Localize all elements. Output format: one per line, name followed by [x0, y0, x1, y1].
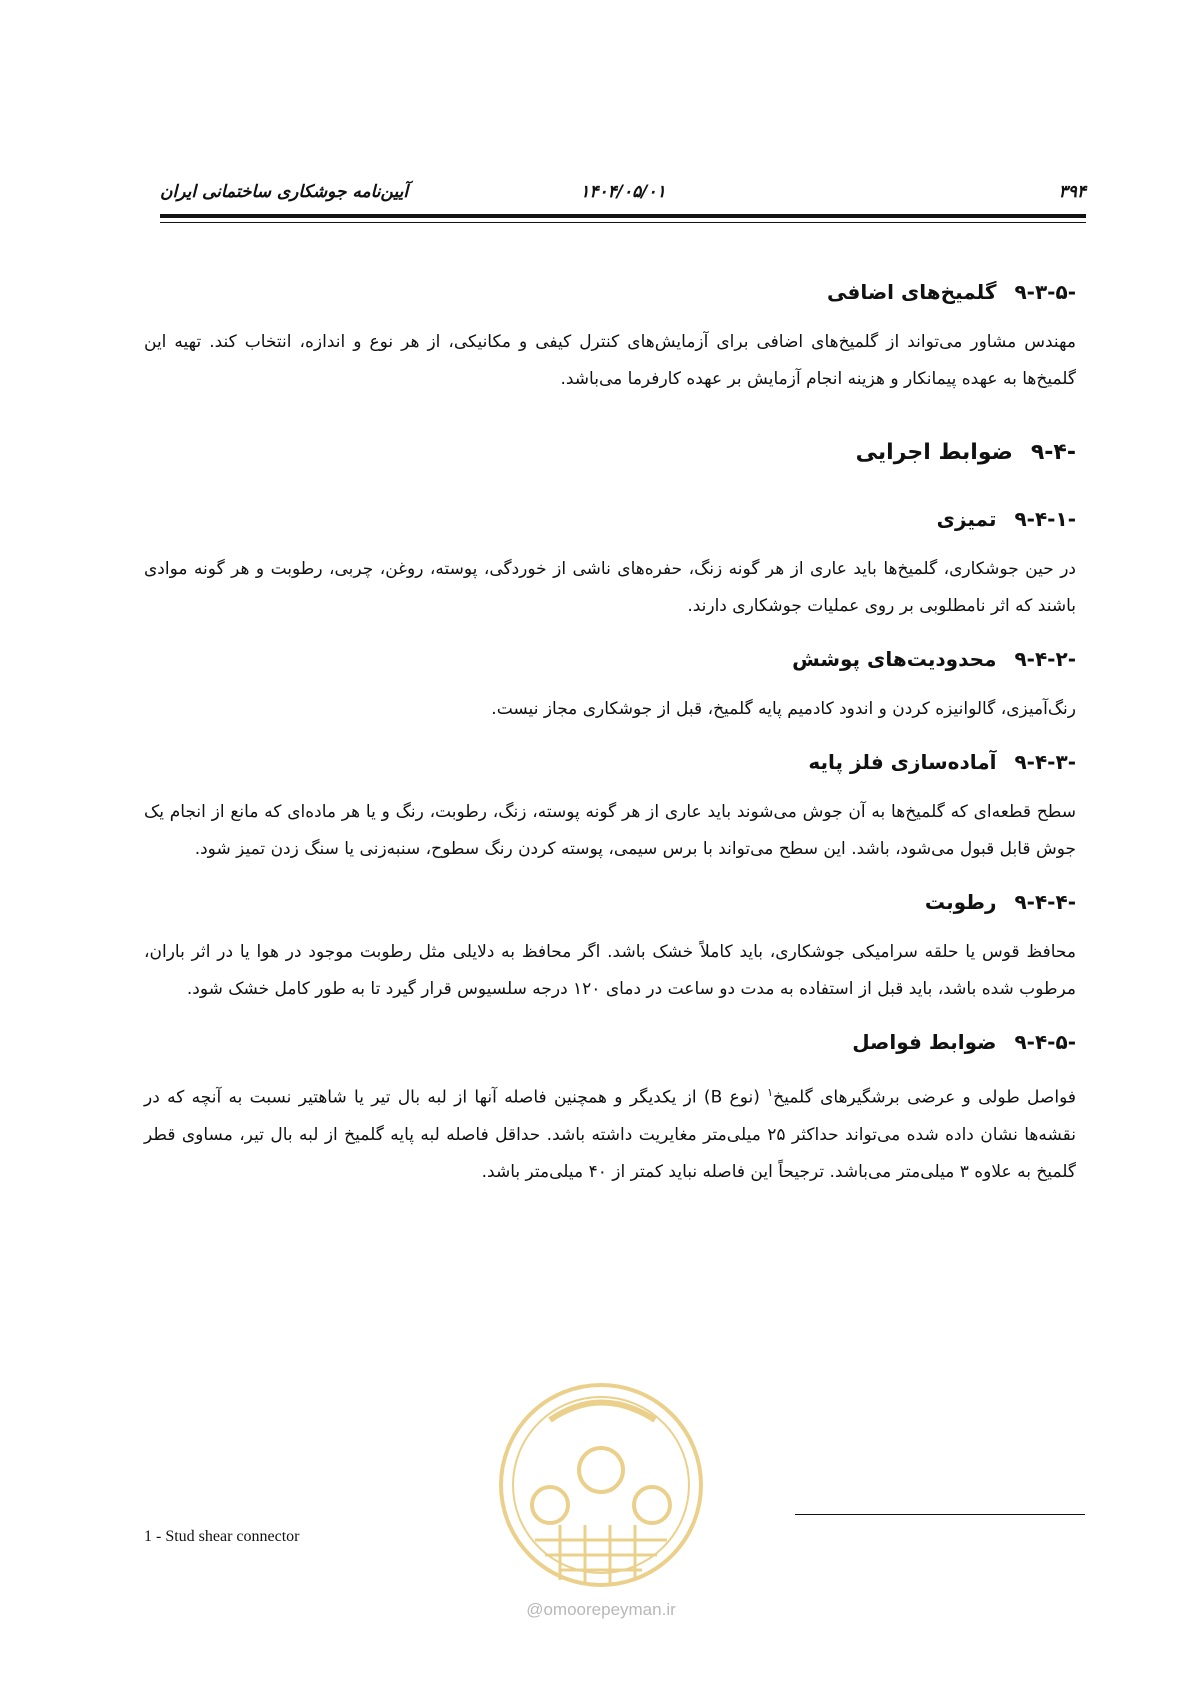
section-number: ۹-۴- [1030, 440, 1076, 465]
section-number: ۹-۴-۴- [1014, 890, 1076, 914]
section-number: ۹-۳-۵- [1014, 280, 1076, 304]
chapter-heading [144, 440, 1076, 465]
section-number: ۹-۴-۱- [1014, 507, 1076, 531]
section-title: ضوابط اجرایی [855, 440, 1013, 465]
section-heading [144, 750, 1076, 774]
section-title: گلمیخ‌های اضافی [826, 280, 997, 304]
section-number: ۹-۴-۵- [1014, 1030, 1076, 1054]
header-rule-thin [160, 222, 1086, 223]
paragraph: سطح قطعه‌ای که گلمیخ‌ها به آن جوش می‌شوند باید عاری از هر گونه پوسته، زنگ، رطوبت، رنگ و یا هر ماده‌ای که مانع از انجام یک جوش قابل قبول می‌شود، باشد. این سطح می‌تواند با برس سیمی، پوسته کردن رنگ سطوح، سنبه‌زنی یا سنگ زدن تمیز شود. [144, 802, 1076, 859]
footnote-reference[interactable]: ۱ [767, 1086, 774, 1099]
paragraph: رنگ‌آمیزی، گالوانیزه کردن و اندود کادمیم پایه گلمیخ، قبل از جوشکاری مجاز نیست. [491, 699, 1076, 719]
section-heading [144, 647, 1076, 671]
header-date: ۱۴۰۴/۰۵/۰۱ [580, 182, 666, 202]
section-heading [144, 1030, 1076, 1054]
section-heading [144, 280, 1076, 304]
section-heading [144, 890, 1076, 914]
page-header [160, 182, 1086, 208]
section-title: محدودیت‌های پوشش [792, 647, 997, 671]
footnote: 1 - Stud shear connector [144, 1528, 300, 1545]
paragraph-text: فواصل طولی و عرضی برشگیرهای گلمیخ [773, 1087, 1076, 1108]
page-number: ۳۹۴ [1058, 182, 1086, 202]
paragraph-text: (نوع B) از یکدیگر و همچنین فاصله آنها از لبه بال تیر یا شاهتیر نسبت به آنچه که در نقشه‌ها نشان داده شده می‌تواند حداکثر ۲۵ میلی‌متر مغایریت داشته باشد. حداقل فاصله لبه پایه گلمیخ از لبه بال تیر، مساوی قطر گلمیخ به علاوه ۳ میلی‌متر می‌باشد. ترجیحاً این فاصله نباید کمتر از ۴۰ میلی‌متر باشد. [144, 1087, 1077, 1182]
paragraph: محافظ قوس یا حلقه سرامیکی جوشکاری، باید کاملاً خشک باشد. اگر محافظ به دلایلی مثل رطوبت موجود در هوا یا در اثر باران، مرطوب شده باشد، باید قبل از استفاده به مدت دو ساعت در دمای ۱۲۰ درجه سلسیوس قرار گیرد تا به طور کامل خشک شود. [144, 942, 1076, 999]
header-rule [160, 214, 1086, 218]
footnote-rule [795, 1514, 1085, 1515]
section-number: ۹-۴-۲- [1014, 647, 1076, 671]
section-number: ۹-۴-۳- [1014, 750, 1076, 774]
section-title: رطوبت [924, 890, 997, 914]
paragraph: مهندس مشاور می‌تواند از گلمیخ‌های اضافی برای آزمایش‌های کنترل کیفی و مکانیکی، از هر نوع و اندازه، انتخاب کند. تهیه این گلمیخ‌ها به عهده پیمانکار و هزینه انجام آزمایش بر عهده کارفرما می‌باشد. [144, 332, 1076, 389]
watermark-seal [490, 1365, 712, 1605]
header-title: آیین‌نامه جوشکاری ساختمانی ایران [160, 182, 409, 202]
section-title: آماده‌سازی فلز پایه [808, 750, 997, 774]
paragraph [144, 1074, 1076, 1191]
section-title: تمیزی [936, 507, 997, 531]
page-content [144, 280, 1076, 1191]
section-title: ضوابط فواصل [852, 1030, 997, 1054]
paragraph: در حین جوشکاری، گلمیخ‌ها باید عاری از هر گونه زنگ، حفره‌های ناشی از خوردگی، پوسته، روغن، چربی، رطوبت و هر گونه موادی باشند که اثر نامطلوبی بر روی عملیات جوشکاری دارند. [144, 559, 1076, 616]
watermark-text: @omoorepeyman.ir [526, 1600, 676, 1619]
section-heading [144, 507, 1076, 531]
